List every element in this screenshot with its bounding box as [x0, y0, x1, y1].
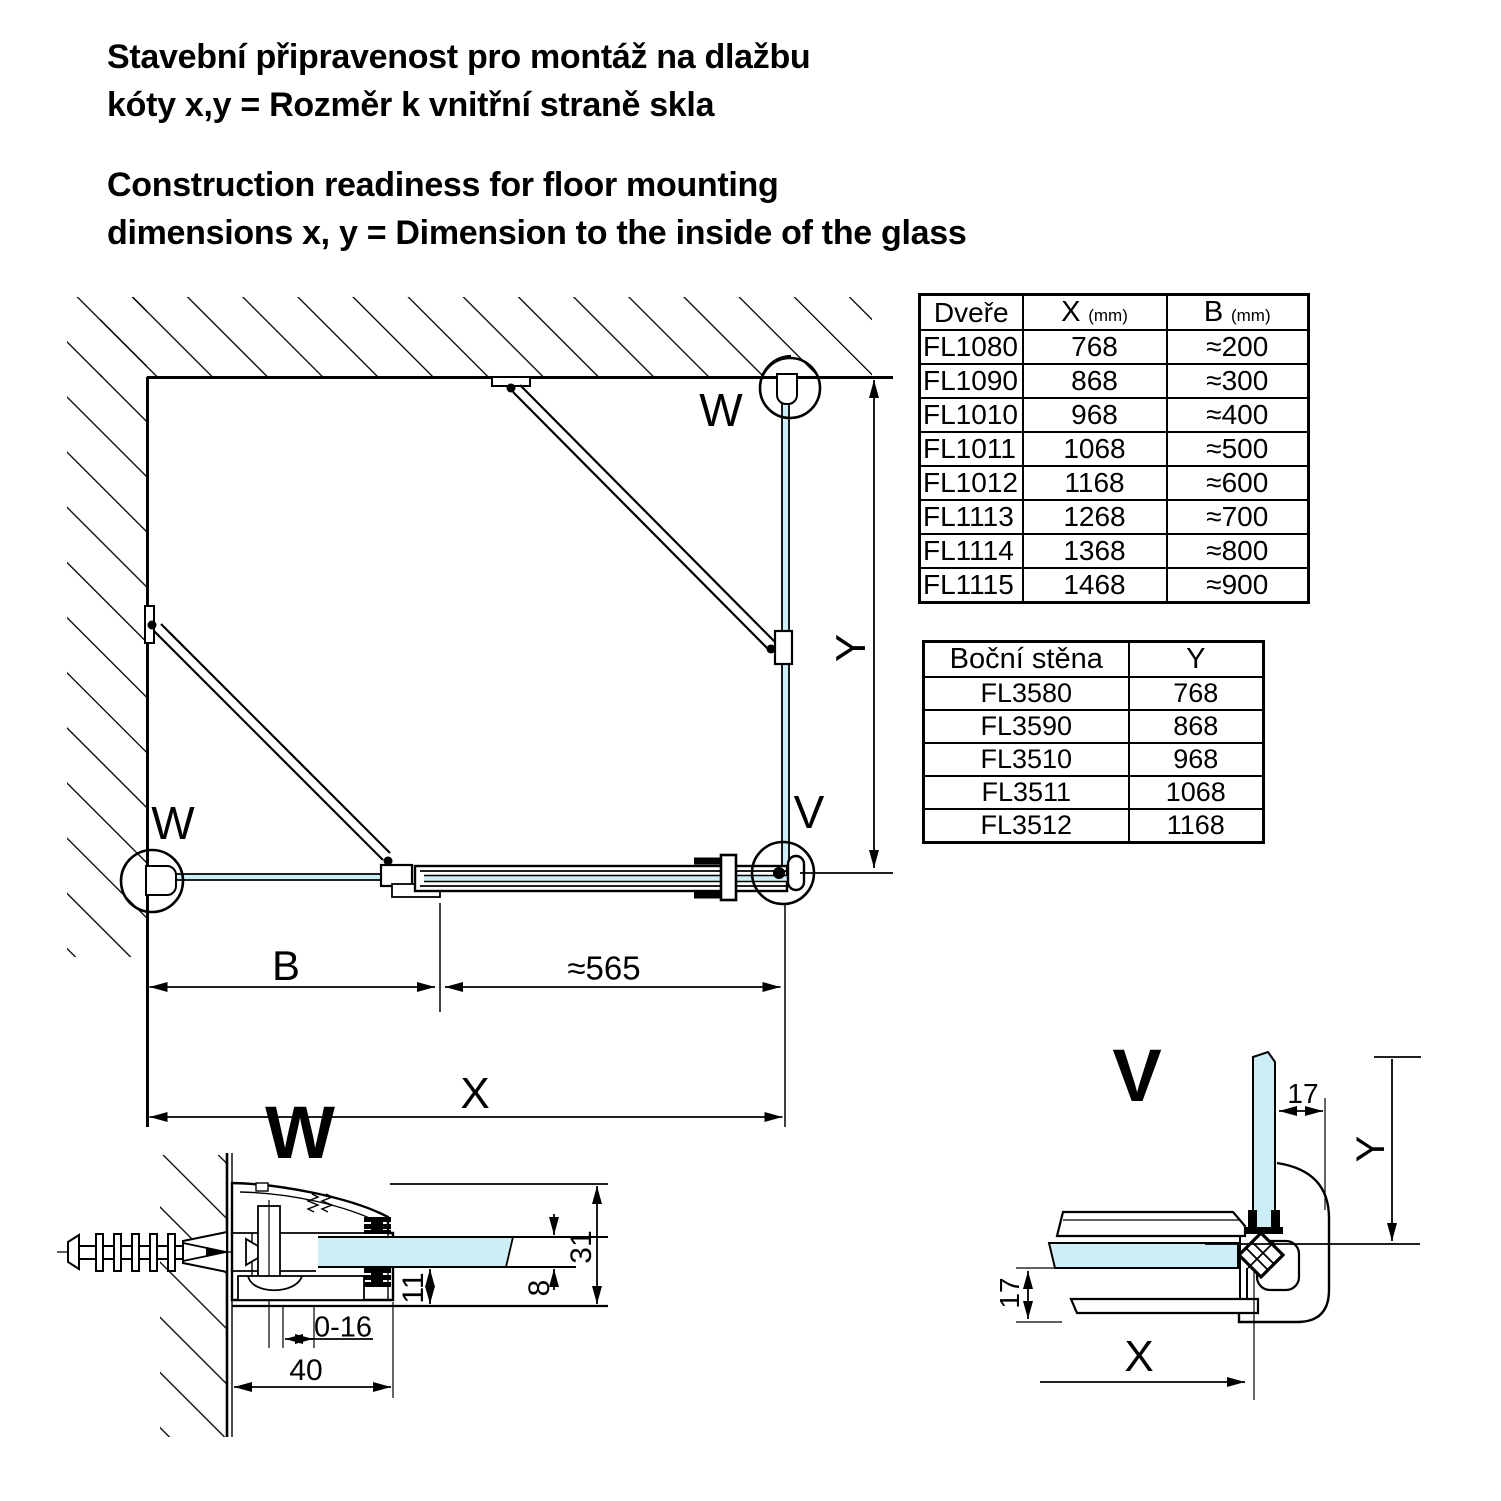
callout-label-w-left: W	[151, 797, 195, 849]
table-row: FL3580 768	[924, 677, 1264, 710]
detail-w-dim-31: 31	[565, 1230, 598, 1264]
side-table-header-row	[924, 642, 1264, 678]
detail-v-dim-y: Y	[1349, 1135, 1393, 1163]
detail-v-dim-17-left: 17	[994, 1277, 1025, 1309]
table-row: FL1114 1368 ≈800	[920, 534, 1309, 568]
table-row: FL1010 968 ≈400	[920, 398, 1309, 432]
doors-col-b-header: B (mm)	[1167, 295, 1309, 331]
detail-w-glass	[318, 1237, 513, 1267]
doors-col-x-header: X (mm)	[1023, 295, 1167, 331]
detail-w-dim-0-16: 0-16	[313, 1311, 373, 1344]
side-col-model-header: Boční stěna	[924, 642, 1129, 678]
detail-w-dim-40: 40	[289, 1354, 323, 1387]
detail-w-title: W	[265, 1091, 333, 1174]
title-czech-line2: kóty x,y = Rozměr k vnitřní straně skla	[107, 86, 715, 124]
plan-dim-x: X	[460, 1069, 490, 1118]
title-english-line2: dimensions x, y = Dimension to the inside of the glass	[107, 214, 967, 252]
table-row: FL3511 1068	[924, 776, 1264, 809]
title-english-line1: Construction readiness for floor mounting	[107, 166, 779, 204]
side-glass-panel	[782, 378, 789, 873]
title-czech-line1: Stavební připravenost pro montáž na dlažbu	[107, 38, 811, 76]
detail-v-dim-x: X	[1124, 1332, 1154, 1381]
enclosure-plan	[121, 356, 893, 1127]
detail-v-drawing	[1016, 1052, 1421, 1400]
plan-dim-b: B	[271, 942, 301, 989]
detail-v-door-glass	[1049, 1243, 1238, 1268]
detail-v-side-glass	[1253, 1052, 1275, 1233]
table-row: FL1113 1268 ≈700	[920, 500, 1309, 534]
doors-table	[918, 293, 1310, 604]
table-row: FL1115 1468 ≈900	[920, 568, 1309, 603]
doors-col-model-header: Dveře	[920, 295, 1023, 331]
callout-label-v: V	[793, 786, 825, 838]
table-row: FL3510 968	[924, 743, 1264, 776]
detail-w-dim-11: 11	[397, 1272, 430, 1304]
side-col-y-header: Y	[1129, 642, 1264, 678]
plan-dim-y: Y	[827, 633, 874, 663]
table-row: FL1080 768 ≈200	[920, 330, 1309, 364]
detail-v-title: V	[1112, 1034, 1160, 1117]
detail-v-dim-17-top: 17	[1287, 1078, 1319, 1109]
callout-label-w-top: W	[699, 384, 743, 436]
table-row: FL1011 1068 ≈500	[920, 432, 1309, 466]
table-row: FL1090 868 ≈300	[920, 364, 1309, 398]
side-walls-table	[922, 640, 1265, 844]
doors-table-header-row	[920, 295, 1309, 331]
table-row: FL3512 1168	[924, 809, 1264, 843]
table-row: FL3590 868	[924, 710, 1264, 743]
detail-w-dim-8: 8	[523, 1279, 556, 1297]
plan-dim-565: ≈565	[567, 949, 641, 987]
table-row: FL1012 1168 ≈600	[920, 466, 1309, 500]
